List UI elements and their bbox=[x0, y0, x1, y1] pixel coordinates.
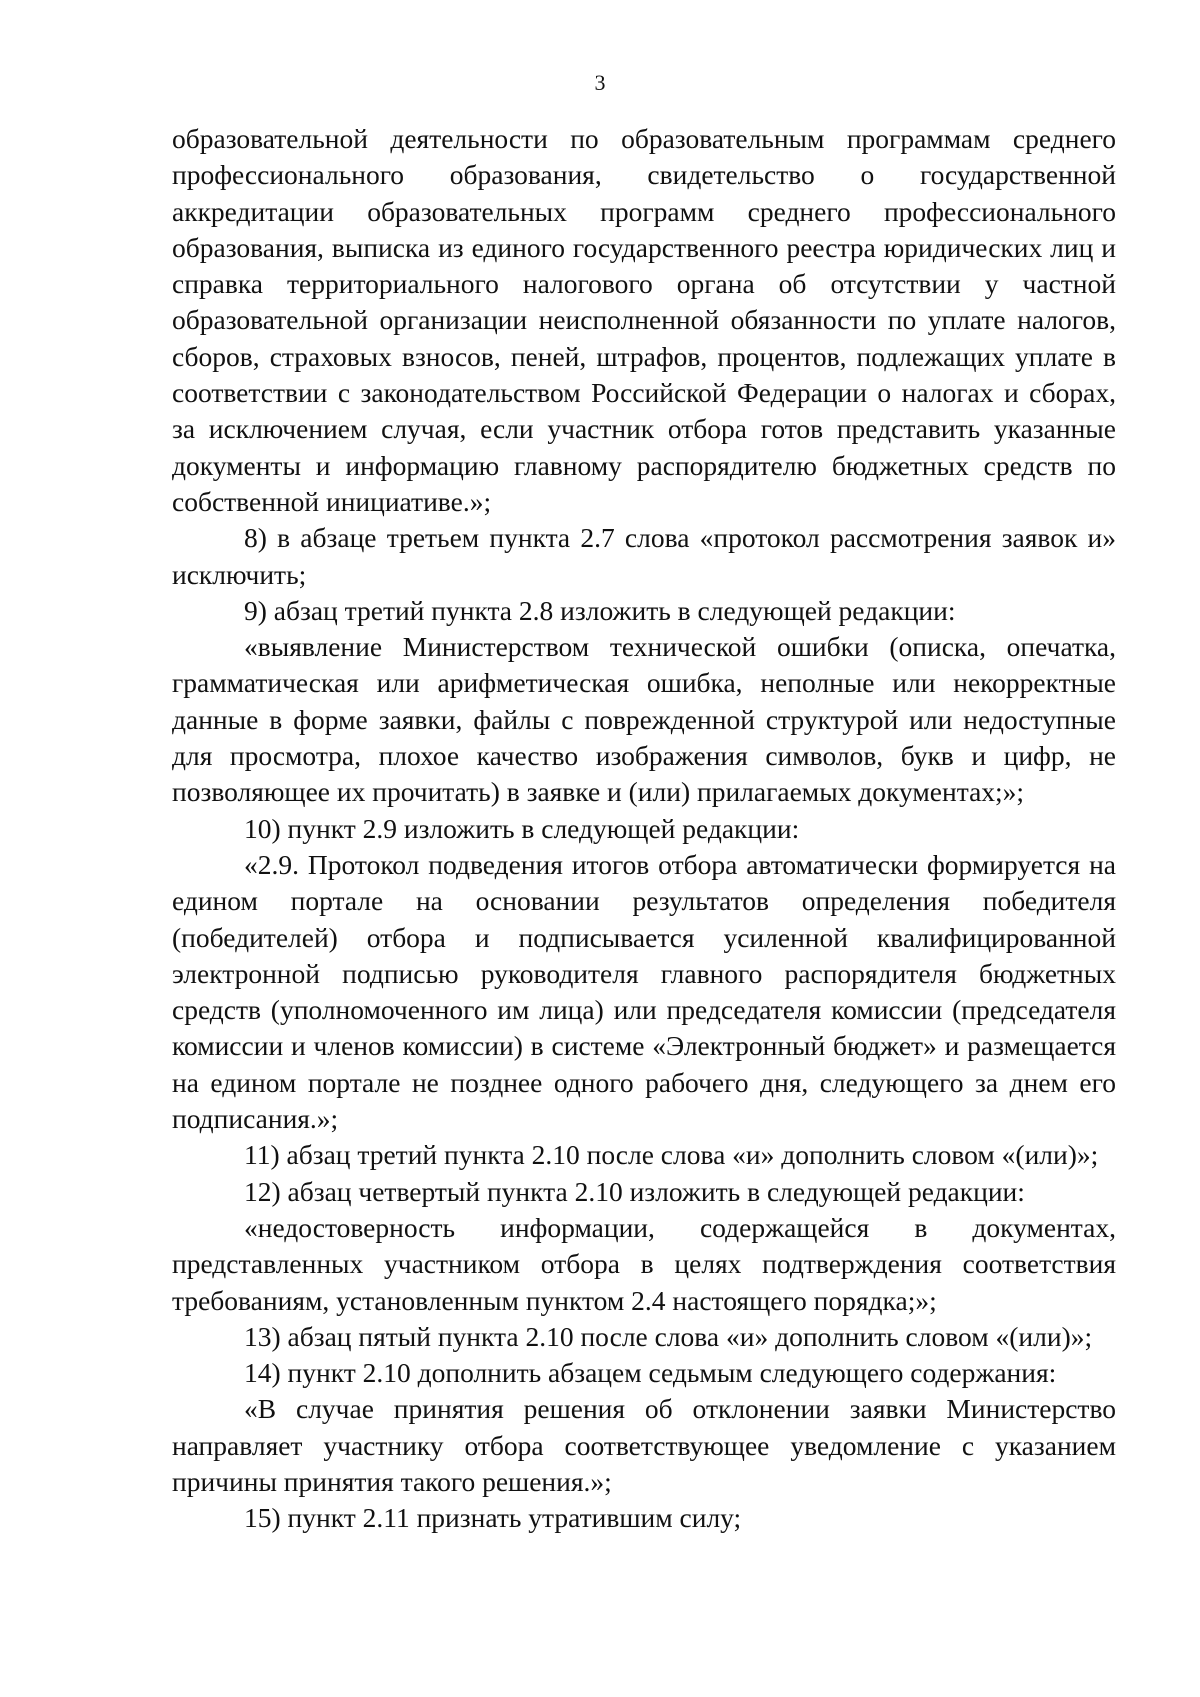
paragraph-quote-2-8: «выявление Министерством технической ошибки (описка, опечатка, грамматическая или арифметическая ошибка, неполные или некорректные данные в форме заявки, файлы с поврежденной структурой или недоступные для просмотра, плохое качество изображения символов, букв и цифр, не позволяющее их прочитать) в заявке и (или) прилагаемых документах;»; bbox=[172, 631, 1116, 808]
paragraph-item-14: 14) пункт 2.10 дополнить абзацем седьмым следующего содержания: bbox=[244, 1357, 1057, 1389]
paragraph-quote-2-10-4: «недостоверность информации, содержащейся в документах, представленных участником отбора в целях подтверждения соответствия требованиям, установленным пунктом 2.4 настоящего порядка;»; bbox=[172, 1211, 1116, 1316]
paragraph-item-9: 9) абзац третий пункта 2.8 изложить в следующей редакции: bbox=[244, 594, 956, 626]
paragraph-item-8: 8) в абзаце третьем пункта 2.7 слова «протокол рассмотрения заявок и» исключить; bbox=[172, 522, 1116, 590]
paragraph-quote-2-9: «2.9. Протокол подведения итогов отбора автоматически формируется на едином портале на основании результатов определения победителя (победителей) отбора и подписывается усиленной квалифицированной электронной подписью руководителя главного распорядителя бюджетных средств (уполномоченного им лица) или председателя комиссии (председателя комиссии и членов комиссии) в системе «Электронный бюджет» и размещается на едином портале не позднее одного рабочего дня, следующего за днем его подписания.»; bbox=[172, 848, 1116, 1135]
paragraph-item-13: 13) абзац пятый пункта 2.10 после слова «и» дополнить словом «(или)»; bbox=[244, 1320, 1093, 1352]
paragraph-item-10: 10) пункт 2.9 изложить в следующей редакции: bbox=[244, 812, 800, 844]
document-body bbox=[172, 121, 1116, 1537]
paragraph-quote-2-10-7: «В случае принятия решения об отклонении заявки Министерство направляет участнику отбора соответствующее уведомление с указанием причины принятия такого решения.»; bbox=[172, 1393, 1116, 1497]
paragraph-item-12: 12) абзац четвертый пункта 2.10 изложить в следующей редакции: bbox=[244, 1175, 1025, 1207]
page-number: 3 bbox=[594, 70, 606, 95]
paragraph-continuation: образовательной деятельности по образовательным программам среднего профессионального образования, свидетельство о государственной аккредитации образовательных программ среднего профессионального образования, выписка из единого государственного реестра юридических лиц и справка территориального налогового органа об отсутствии у частной образовательной организации неисполненной обязанности по уплате налогов, сборов, страховых взносов, пеней, штрафов, процентов, подлежащих уплате в соответствии с законодательством Российской Федерации о налогах и сборах, за исключением случая, если участник отбора готов представить указанные документы и информацию главному распорядителю бюджетных средств по собственной инициативе.»; bbox=[172, 123, 1116, 517]
paragraph-item-15: 15) пункт 2.11 признать утратившим силу; bbox=[244, 1502, 742, 1534]
paragraph-item-11: 11) абзац третий пункта 2.10 после слова «и» дополнить словом «(или)»; bbox=[244, 1139, 1099, 1171]
